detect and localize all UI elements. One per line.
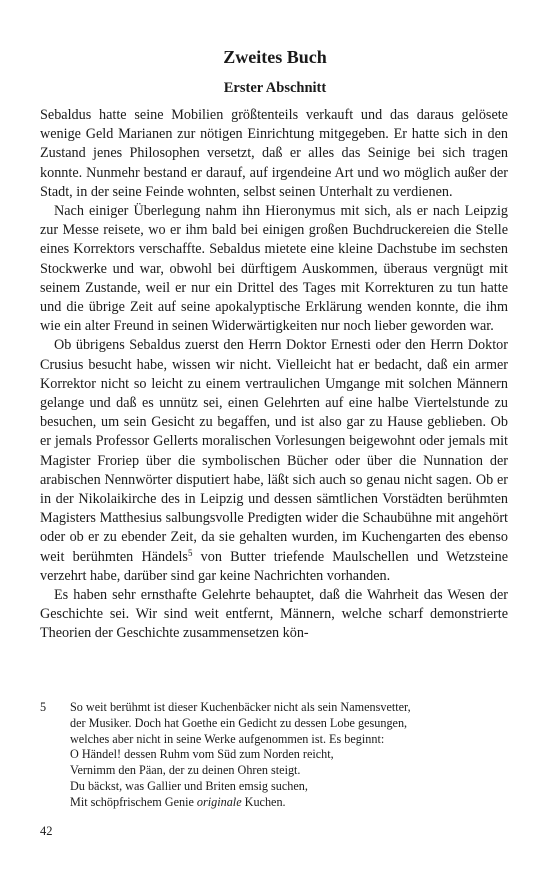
footnote-last-line-end: Kuchen.: [241, 794, 286, 809]
footnote-reference: 5: [187, 547, 193, 558]
paragraph-2: Nach einiger Überlegung nahm ihn Hieronymus mit sich, als er nach Leipzig zur Messe reisete, wo er ihm bald bei einigen großen Buchdruckereien die Stelle eines Korrektors verschaffte. Sebaldus mietete eine kleine Dachstube im sechsten Stockwerke und war, obwohl bei dürftigem Auskommen, überaus vergnügt mit seinem Zustande, weil er nur ein Drittel des Tages mit Korrekturen zu tun hatte und die übrige Zeit auf seine apokalyptische Erklärung wenden konnte, die ihm wie ein alter Freund in seinen Widerwärtigkeiten nur noch lieber geworden war.: [40, 203, 508, 335]
paragraph-1: Sebaldus hatte seine Mobilien größtenteils verkauft und das daraus gelösete wenige Geld Marianen zur nötigen Einrichtung mitgegeben. Er hatte sich in den Zustand jenes Philosophen versetzt, daß er alles das Seinige bei sich tragen konnte. Nunmehr bestand er darauf, auf irgendeine Art und wo möglich außer der Stadt, in der seine Feinde wohnten, selbst seinen Unterhalt zu verdienen.: [40, 107, 508, 200]
footnote-poem-line: [70, 795, 510, 811]
footnote-last-line-start: Mit schöpfrischem Genie: [70, 794, 197, 809]
footnote-line: So weit berühmt ist dieser Kuchenbäcker nicht als sein Namensvetter,: [70, 700, 411, 714]
footnote-poem-line: O Händel! dessen Ruhm vom Süd zum Norden reicht,: [70, 747, 334, 762]
paragraph-3-text: Ob übrigens Sebaldus zuerst den Herrn Doktor Ernesti oder den Herrn Doktor Crusius besucht habe, wissen wir nicht. Vielleicht hat er bedacht, daß ein armer Korrektor nicht so leicht zu einem vertraulichen Umgange mit solchen Männern gelange und daß es unnütz sei, einen Gelehrten auf eine halbe Viertelstunde zu besuchen, um sein Gesicht zu begaffen, und ist also gar zu Hause geblieben. Ob er jemals Professor Gellerts moralischen Vorlesungen beigewohnt oder jemals mit Magister Froriep über die symbolischen Bücher oder über die Nunnation der arabischen Nennwörter disputiert habe, läßt sich auch so genau nicht sagen. Ob er in der Nikolaikirche des in Leipzig und dessen sämtlichen Vorstädten berühmten Magisters Matthesius salbungsvolle Predigten wider die Schaubühne mit angehört oder ob er zu ebender Zeit, da sie gehalten wurden, im Kuchengarten des ebenso weit berühmten Händels: [40, 337, 508, 565]
book-title: Zweites Buch: [223, 47, 327, 67]
footnote-line: welches aber nicht in seine Werke aufgenommen ist. Es beginnt:: [70, 731, 385, 746]
page-number: 42: [40, 824, 53, 838]
footnote-poem-line: Du bäckst, was Gallier und Briten emsig suchen,: [70, 778, 308, 793]
paragraph-4: Es haben sehr ernsthafte Gelehrte behauptet, daß die Wahrheit das Wesen der Geschichte sei. Wir sind weit entfernt, Männern, welche scharf demonstrierte Theorien der Geschichte zusammensetzen kön-: [40, 587, 508, 642]
footnote-body: [70, 700, 510, 811]
footnote: [40, 700, 510, 811]
footnote-number: 5: [40, 700, 47, 714]
section-title: Erster Abschnitt: [223, 80, 327, 96]
footnote-poem-line: Vernimm den Päan, der zu deinen Ohren steigt.: [70, 763, 301, 778]
paragraph-3: [40, 336, 508, 586]
paragraph-3-tail: von Butter triefende Maulschellen und Wetzsteine verzehrt habe, darüber sind gar keine Nachrichten vorhanden.: [40, 548, 509, 584]
footnote-emphasis: originale: [196, 794, 242, 809]
footnote-line: der Musiker. Doch hat Goethe ein Gedicht zu dessen Lobe gesungen,: [70, 715, 408, 730]
body-text: [40, 106, 508, 644]
